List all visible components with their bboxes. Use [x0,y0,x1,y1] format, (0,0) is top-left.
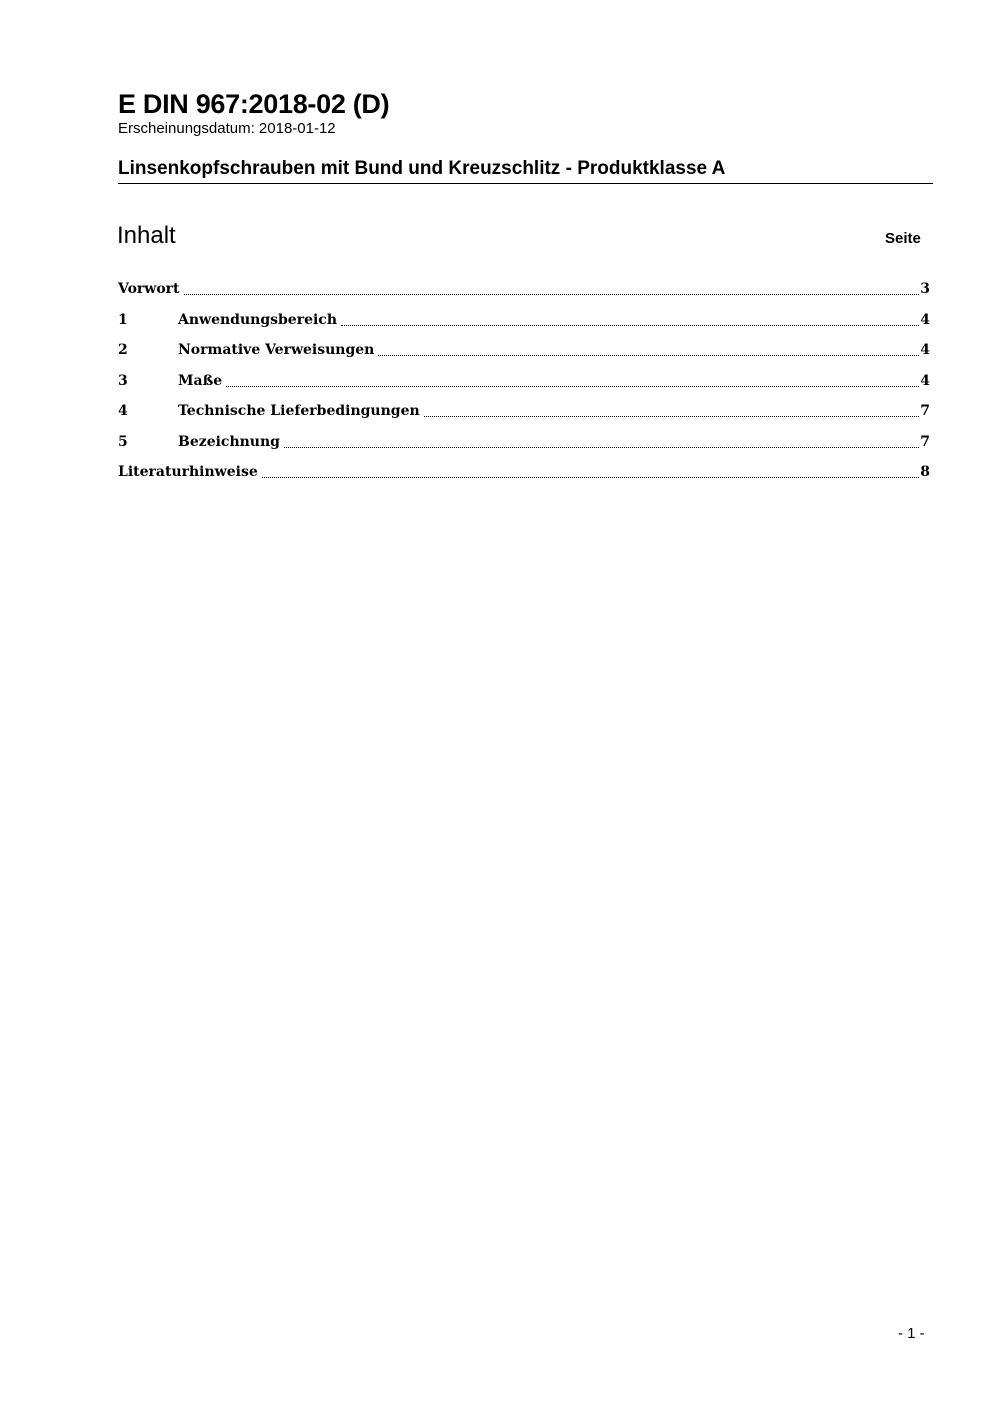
toc-entry-number: 4 [118,403,128,419]
toc-heading: Inhalt [117,222,176,249]
toc-entry-number: 3 [118,372,128,389]
toc-entry-number: 1 [118,311,128,328]
toc-entry-label: Literaturhinweise [118,464,258,480]
title-divider [118,183,933,184]
toc-entry-vorwort[interactable] [118,279,930,310]
toc-dot-leader [284,447,919,448]
toc-entry-label: Technische Lieferbedingungen [178,403,420,419]
toc-entry-masse[interactable] [118,371,930,402]
toc-dot-leader [341,325,919,326]
toc-entry-number: 5 [118,433,128,450]
publication-date: Erscheinungsdatum: 2018-01-12 [118,120,336,137]
toc-entry-label: Normative Verweisungen [178,342,375,358]
toc-dot-leader [226,386,919,387]
toc-entry-label: Anwendungsbereich [178,311,337,328]
table-of-contents [118,279,930,493]
document-title: E DIN 967:2018-02 (D) [118,89,390,119]
toc-entry-page: 4 [920,342,930,358]
toc-entry-label: Vorwort [118,281,180,297]
toc-entry-page: 3 [920,281,930,297]
toc-entry-technische-lieferbedingungen[interactable] [118,401,930,432]
toc-entry-normative-verweisungen[interactable] [118,340,930,371]
toc-dot-leader [424,416,920,417]
document-subtitle: Linsenkopfschrauben mit Bund und Kreuzschlitz - Produktklasse A [118,158,726,179]
toc-entry-page: 8 [920,464,930,480]
toc-page-column-label: Seite [885,230,921,247]
toc-entry-bezeichnung[interactable] [118,432,930,463]
toc-entry-page: 7 [920,433,930,450]
toc-dot-leader [262,477,920,478]
footer-page-number: - 1 - [898,1325,925,1342]
toc-entry-anwendungsbereich[interactable] [118,310,930,341]
toc-dot-leader [378,355,919,356]
toc-dot-leader [184,294,920,295]
toc-entry-page: 7 [920,403,930,419]
toc-entry-number: 2 [118,342,128,358]
toc-entry-literaturhinweise[interactable] [118,462,930,493]
toc-entry-label: Maße [178,372,223,389]
toc-entry-page: 4 [920,311,930,328]
toc-entry-label: Bezeichnung [178,433,280,450]
toc-entry-page: 4 [920,372,930,389]
